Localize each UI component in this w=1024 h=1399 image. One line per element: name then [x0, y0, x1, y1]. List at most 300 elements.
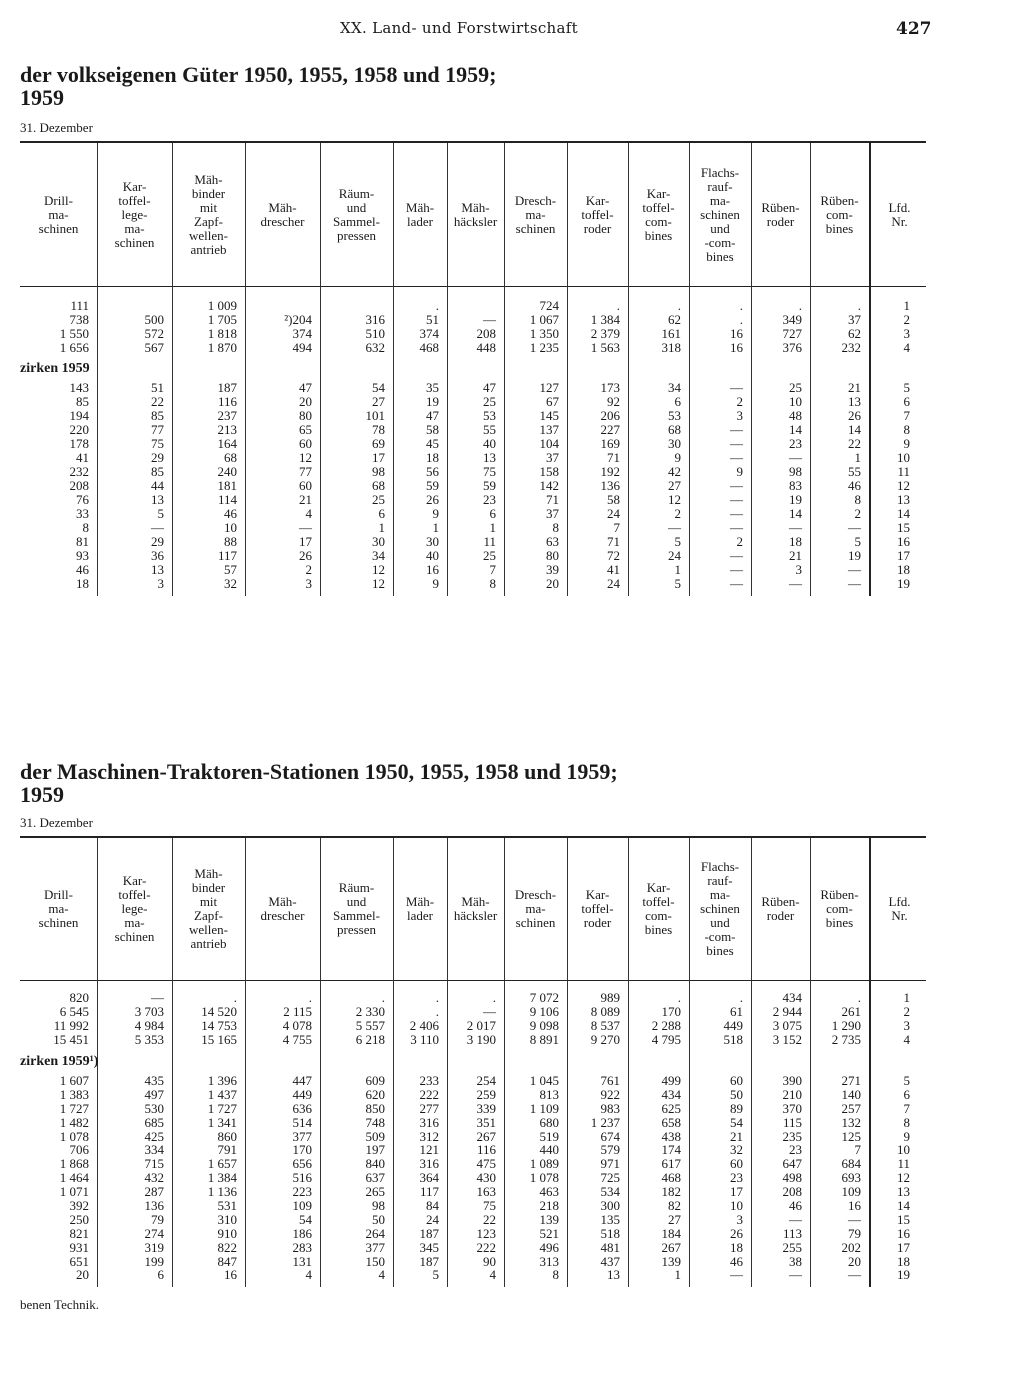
table-cell: 116: [217, 394, 237, 409]
table-cell: —: [789, 520, 802, 535]
column-maehdrescher: [245, 143, 321, 596]
table-cell: 632: [365, 340, 385, 355]
table-cell: 57: [224, 562, 237, 577]
table-cell: 170: [661, 1003, 681, 1019]
table-cell: 1 383: [59, 1086, 89, 1102]
table-cell: 1 109: [529, 1100, 559, 1116]
table-cell: 24: [668, 548, 681, 563]
table-cell: .: [435, 990, 439, 1005]
table-cell: 131: [292, 1253, 312, 1269]
table-cell: 142: [539, 478, 559, 493]
table-cell: 274: [144, 1225, 164, 1241]
table-cell: 169: [600, 436, 620, 451]
table-cell: 80: [546, 548, 559, 563]
table-cell: 283: [292, 1239, 312, 1255]
table-cell: 45: [426, 436, 439, 451]
table-cell: 9 098: [529, 1017, 559, 1033]
table-cell: 3: [903, 326, 910, 341]
table-cell: 47: [426, 408, 439, 423]
table-cell: —: [789, 1267, 802, 1283]
table-cell: 19: [789, 492, 802, 507]
table-cell: 8: [489, 576, 496, 591]
page-number: 427: [896, 19, 932, 39]
table-cell: 113: [782, 1225, 802, 1241]
table-cell: 127: [539, 380, 559, 395]
table-cell: 8: [552, 1267, 559, 1283]
section2-title-line1: der Maschinen-Traktoren-Stationen 1950, 1955, 1958 und 1959;: [20, 759, 618, 784]
table-cell: .: [857, 990, 861, 1005]
table-cell: 12: [372, 576, 385, 591]
table-cell: 121: [419, 1142, 439, 1158]
table-cell: 18: [897, 562, 910, 577]
table-cell: 390: [782, 1073, 802, 1088]
table-cell: 1 563: [590, 340, 620, 355]
values-lower: [810, 1074, 861, 1282]
table-cell: 449: [292, 1086, 312, 1102]
column-header-kartoffellegemaschinen: Kar- toffel- lege- ma- schinen: [114, 178, 155, 250]
table-cell: 318: [661, 340, 681, 355]
table-cell: 63: [546, 534, 559, 549]
table-cell: 9: [903, 1128, 910, 1144]
table-cell: 319: [144, 1239, 164, 1255]
table-cell: 23: [789, 436, 802, 451]
table-cell: 13: [483, 450, 496, 465]
table-cell: 186: [292, 1225, 312, 1241]
table-cell: 3: [305, 576, 312, 591]
table-cell: 448: [476, 340, 496, 355]
table-cell: 438: [661, 1128, 681, 1144]
table-cell: 158: [539, 464, 559, 479]
table-cell: 7: [489, 562, 496, 577]
table-cell: 1 341: [207, 1114, 237, 1130]
table-cell: 240: [217, 464, 237, 479]
table-cell: 77: [151, 422, 164, 437]
table-cell: 6 218: [355, 1031, 385, 1047]
column-header-kartoffelcombines: Kar- toffel- com- bines: [642, 880, 675, 937]
table-cell: 499: [661, 1073, 681, 1088]
table-cell: 65: [299, 422, 312, 437]
running-head: [0, 19, 1024, 41]
table-cell: 109: [292, 1198, 312, 1214]
table-cell: 1 550: [59, 326, 89, 341]
table-cell: 10: [897, 450, 910, 465]
values-lower: [504, 381, 559, 591]
footnote: benen Technik.: [20, 1297, 99, 1312]
values-upper: [393, 991, 439, 1047]
values-lower: [628, 381, 681, 591]
values-upper: [20, 299, 89, 355]
table-cell: 2 017: [466, 1017, 496, 1033]
table-cell: 2: [674, 506, 681, 521]
table-cell: .: [857, 298, 861, 313]
table-cell: 534: [600, 1184, 620, 1200]
values-upper: [97, 991, 164, 1047]
table-cell: 1 656: [59, 340, 89, 355]
table-cell: 46: [789, 1198, 802, 1214]
table-cell: 51: [151, 380, 164, 395]
table-cell: 41: [76, 450, 89, 465]
section2-title: [20, 760, 618, 806]
table-cell: —: [730, 548, 743, 563]
table-cell: 15 451: [53, 1031, 89, 1047]
table-cell: .: [435, 1003, 439, 1019]
values-lower: [20, 1074, 89, 1282]
table-cell: 35: [426, 380, 439, 395]
table-cell: 463: [539, 1184, 559, 1200]
table-cell: —: [151, 990, 164, 1005]
table-cell: 748: [365, 1114, 385, 1130]
column-maehbinder: [172, 838, 246, 1287]
table-cell: 1 009: [207, 298, 237, 313]
column-maehdrescher: [245, 838, 321, 1287]
table-cell: 2 330: [355, 1003, 385, 1019]
table-cell: —: [848, 520, 861, 535]
table-cell: 822: [217, 1239, 237, 1255]
table-cell: 498: [782, 1170, 802, 1186]
table-cell: 20: [848, 1253, 861, 1269]
table-cell: 16: [897, 534, 910, 549]
section2-table: [20, 838, 926, 1287]
values-lower: [871, 381, 910, 591]
table-cell: 38: [789, 1253, 802, 1269]
table-cell: 14: [848, 422, 861, 437]
values-lower: [751, 381, 802, 591]
table-cell: 135: [600, 1211, 620, 1227]
table-cell: 24: [607, 506, 620, 521]
table-cell: —: [483, 1003, 496, 1019]
table-cell: 27: [668, 1211, 681, 1227]
table-cell: 13: [897, 492, 910, 507]
table-cell: 26: [299, 548, 312, 563]
table-cell: 58: [607, 492, 620, 507]
table-cell: 232: [841, 340, 861, 355]
table-cell: 334: [144, 1142, 164, 1158]
values-lower: [20, 381, 89, 591]
table-cell: 23: [483, 492, 496, 507]
table-cell: 10: [897, 1142, 910, 1158]
table-cell: 277: [419, 1100, 439, 1116]
table-cell: 820: [69, 990, 89, 1005]
values-upper: [504, 299, 559, 355]
table-cell: 2: [305, 562, 312, 577]
column-header-maehbinder: Mäh- binder mit Zapf- wellen- antrieb: [189, 171, 228, 257]
table-cell: 29: [151, 534, 164, 549]
table-cell: 437: [600, 1253, 620, 1269]
table-cell: 81: [76, 534, 89, 549]
table-cell: 54: [299, 1211, 312, 1227]
table-cell: 16: [426, 562, 439, 577]
table-cell: 187: [419, 1225, 439, 1241]
table-cell: 440: [539, 1142, 559, 1158]
table-cell: 500: [144, 312, 164, 327]
table-cell: 2: [903, 1003, 910, 1019]
table-cell: [447, 299, 496, 313]
table-cell: 1 067: [529, 312, 559, 327]
table-cell: 674: [600, 1128, 620, 1144]
table-cell: 5: [157, 506, 164, 521]
table-cell: 271: [841, 1073, 861, 1088]
table-cell: 8: [903, 1114, 910, 1130]
table-cell: 60: [299, 436, 312, 451]
table-cell: 481: [600, 1239, 620, 1255]
table-cell: —: [789, 1211, 802, 1227]
table-cell: 123: [476, 1225, 496, 1241]
values-lower: [320, 1074, 385, 1282]
column-header-maehdrescher: Mäh- drescher: [260, 199, 305, 229]
table-cell: 494: [292, 340, 312, 355]
table-cell: —: [730, 1267, 743, 1283]
table-cell: .: [233, 990, 237, 1005]
table-cell: 8: [82, 520, 89, 535]
table-cell: 265: [365, 1184, 385, 1200]
table-cell: 20: [76, 1267, 89, 1283]
table-cell: 434: [661, 1086, 681, 1102]
table-cell: 222: [419, 1086, 439, 1102]
table-cell: 39: [546, 562, 559, 577]
table-cell: 101: [365, 408, 385, 423]
values-upper: [628, 991, 681, 1047]
table-cell: 4 984: [134, 1017, 164, 1033]
table-cell: 117: [217, 548, 237, 563]
table-cell: 983: [600, 1100, 620, 1116]
table-cell: 1 482: [59, 1114, 89, 1130]
table-cell: 287: [144, 1184, 164, 1200]
table-cell: 19: [848, 548, 861, 563]
table-cell: 19: [897, 576, 910, 591]
table-cell: 18: [730, 1239, 743, 1255]
table-cell: 349: [782, 312, 802, 327]
table-cell: 202: [841, 1239, 861, 1255]
table-cell: 971: [600, 1156, 620, 1172]
table-cell: 136: [144, 1198, 164, 1214]
table-cell: 579: [600, 1142, 620, 1158]
table-cell: 71: [607, 534, 620, 549]
table-cell: 92: [607, 394, 620, 409]
table-cell: 8 891: [529, 1031, 559, 1047]
values-lower: [97, 381, 164, 591]
table-cell: 47: [299, 380, 312, 395]
table-cell: 60: [299, 478, 312, 493]
column-kartoffelroder: [567, 838, 629, 1287]
table-cell: 23: [789, 1142, 802, 1158]
values-lower: [504, 1074, 559, 1282]
column-ruebencombines: [810, 143, 869, 596]
table-cell: 50: [730, 1086, 743, 1102]
table-cell: .: [739, 298, 743, 313]
table-cell: 36: [151, 548, 164, 563]
table-cell: 47: [483, 380, 496, 395]
values-upper: [871, 299, 910, 355]
table-cell: 4 795: [651, 1031, 681, 1047]
values-upper: [810, 299, 861, 355]
table-cell: 312: [419, 1128, 439, 1144]
table-cell: 5 353: [134, 1031, 164, 1047]
values-lower: [447, 1074, 496, 1282]
table-cell: 76: [76, 492, 89, 507]
table-cell: —: [789, 576, 802, 591]
section1-table: [20, 143, 926, 596]
column-kartoffelroder: [567, 143, 629, 596]
table-cell: 1 350: [529, 326, 559, 341]
values-lower: [751, 1074, 802, 1282]
table-cell: 3 075: [772, 1017, 802, 1033]
table-cell: 300: [600, 1198, 620, 1214]
column-header-maehhaecksler: Mäh- häcksler: [453, 894, 498, 923]
column-flachsraufmaschinen: [689, 143, 752, 596]
table-cell: 850: [365, 1100, 385, 1116]
section2-date: 31. Dezember: [20, 815, 93, 830]
table-cell: —: [730, 562, 743, 577]
table-cell: 26: [426, 492, 439, 507]
table-cell: 60: [730, 1156, 743, 1172]
table-cell: 514: [292, 1114, 312, 1130]
column-raeum-sammelpressen: [320, 143, 394, 596]
table-cell: 46: [730, 1253, 743, 1269]
table-cell: 137: [539, 422, 559, 437]
table-cell: 42: [668, 464, 681, 479]
table-cell: 447: [292, 1073, 312, 1088]
table-cell: 2: [736, 394, 743, 409]
table-cell: 98: [372, 1198, 385, 1214]
values-lower: [393, 1074, 439, 1282]
table-cell: 33: [76, 506, 89, 521]
table-cell: 567: [144, 340, 164, 355]
table-cell: 813: [539, 1086, 559, 1102]
table-cell: —: [848, 562, 861, 577]
column-dreschmaschinen: [504, 143, 568, 596]
table-cell: —: [299, 520, 312, 535]
table-cell: 89: [730, 1100, 743, 1116]
table-cell: 656: [292, 1156, 312, 1172]
table-cell: 434: [782, 990, 802, 1005]
table-cell: 1: [432, 520, 439, 535]
table-cell: 5: [432, 1267, 439, 1283]
table-cell: 18: [897, 1253, 910, 1269]
column-header-maehlader: Mäh- lader: [405, 199, 435, 229]
values-upper: [393, 299, 439, 355]
table-cell: 210: [782, 1086, 802, 1102]
values-upper: [320, 991, 385, 1047]
section2-title-line2: 1959: [20, 782, 64, 807]
table-cell: 13: [897, 1184, 910, 1200]
column-header-dreschmaschinen: Dresch- ma- schinen: [514, 192, 557, 236]
values-upper: [751, 991, 802, 1047]
table-cell: 257: [841, 1100, 861, 1116]
table-cell: 821: [69, 1225, 89, 1241]
values-lower: [245, 1074, 312, 1282]
table-cell: 12: [668, 492, 681, 507]
table-cell: .: [435, 298, 439, 313]
table-cell: .: [308, 990, 312, 1005]
table-cell: 163: [476, 1184, 496, 1200]
table-cell: 3 703: [134, 1003, 164, 1019]
table-cell: 164: [217, 436, 237, 451]
table-cell: 143: [69, 380, 89, 395]
table-cell: 25: [483, 394, 496, 409]
table-cell: 8 089: [590, 1003, 620, 1019]
table-cell: 620: [365, 1086, 385, 1102]
table-cell: 17: [897, 1239, 910, 1255]
table-cell: —: [151, 520, 164, 535]
table-cell: 206: [600, 408, 620, 423]
column-header-ruebenroder: Rüben- roder: [761, 199, 800, 229]
table-cell: 725: [600, 1170, 620, 1186]
column-kartoffelcombines: [628, 838, 690, 1287]
table-cell: 7: [903, 1100, 910, 1116]
table-cell: 68: [668, 422, 681, 437]
column-header-flachsraufmaschinen: Flachs- rauf- ma- schinen und -com- bines: [700, 164, 740, 264]
table-cell: 16: [730, 326, 743, 341]
table-cell: 572: [144, 326, 164, 341]
values-upper: [810, 991, 861, 1047]
table-cell: 83: [789, 478, 802, 493]
table-cell: 98: [372, 464, 385, 479]
table-cell: 227: [600, 422, 620, 437]
column-header-ruebencombines: Rüben- com- bines: [820, 192, 859, 236]
table-cell: 430: [476, 1170, 496, 1186]
section1-title-line2: 1959: [20, 85, 64, 110]
table-cell: 13: [607, 1267, 620, 1283]
table-cell: 145: [539, 408, 559, 423]
table-cell: 62: [668, 312, 681, 327]
table-cell: 26: [730, 1225, 743, 1241]
table-cell: 27: [372, 394, 385, 409]
table-cell: 69: [372, 436, 385, 451]
table-cell: 161: [661, 326, 681, 341]
column-dreschmaschinen: [504, 838, 568, 1287]
table-cell: 2 379: [590, 326, 620, 341]
table-cell: 27: [668, 478, 681, 493]
column-ruebencombines: [810, 838, 869, 1287]
table-cell: 71: [607, 450, 620, 465]
table-cell: 2 288: [651, 1017, 681, 1033]
table-cell: 19: [426, 394, 439, 409]
table-cell: 609: [365, 1073, 385, 1088]
table-cell: 6: [674, 394, 681, 409]
table-cell: 339: [476, 1100, 496, 1116]
table-cell: 761: [600, 1073, 620, 1088]
table-cell: 3 152: [772, 1031, 802, 1047]
column-header-dreschmaschinen: Dresch- ma- schinen: [514, 887, 557, 930]
table-cell: 313: [539, 1253, 559, 1269]
table-cell: 30: [426, 534, 439, 549]
table-cell: .: [798, 298, 802, 313]
values-upper: [97, 299, 164, 355]
values-upper: [751, 299, 802, 355]
column-header-ruebencombines: Rüben- com- bines: [820, 887, 859, 930]
table-cell: 392: [69, 1198, 89, 1214]
table-cell: 636: [292, 1100, 312, 1116]
table-cell: 80: [299, 408, 312, 423]
table-cell: 510: [365, 326, 385, 341]
table-cell: 1 136: [207, 1184, 237, 1200]
table-cell: 9: [432, 506, 439, 521]
table-cell: 2 944: [772, 1003, 802, 1019]
table-cell: 3 190: [466, 1031, 496, 1047]
table-cell: 9 106: [529, 1003, 559, 1019]
table-cell: 10: [730, 1198, 743, 1214]
values-upper: [320, 299, 385, 355]
table-cell: 3: [903, 1017, 910, 1033]
table-cell: 20: [299, 394, 312, 409]
table-cell: 174: [661, 1142, 681, 1158]
values-upper: [689, 991, 743, 1047]
table-cell: 25: [483, 548, 496, 563]
table-cell: 658: [661, 1114, 681, 1130]
table-cell: 5: [903, 1073, 910, 1088]
table-cell: —: [730, 492, 743, 507]
values-lower: [393, 381, 439, 591]
